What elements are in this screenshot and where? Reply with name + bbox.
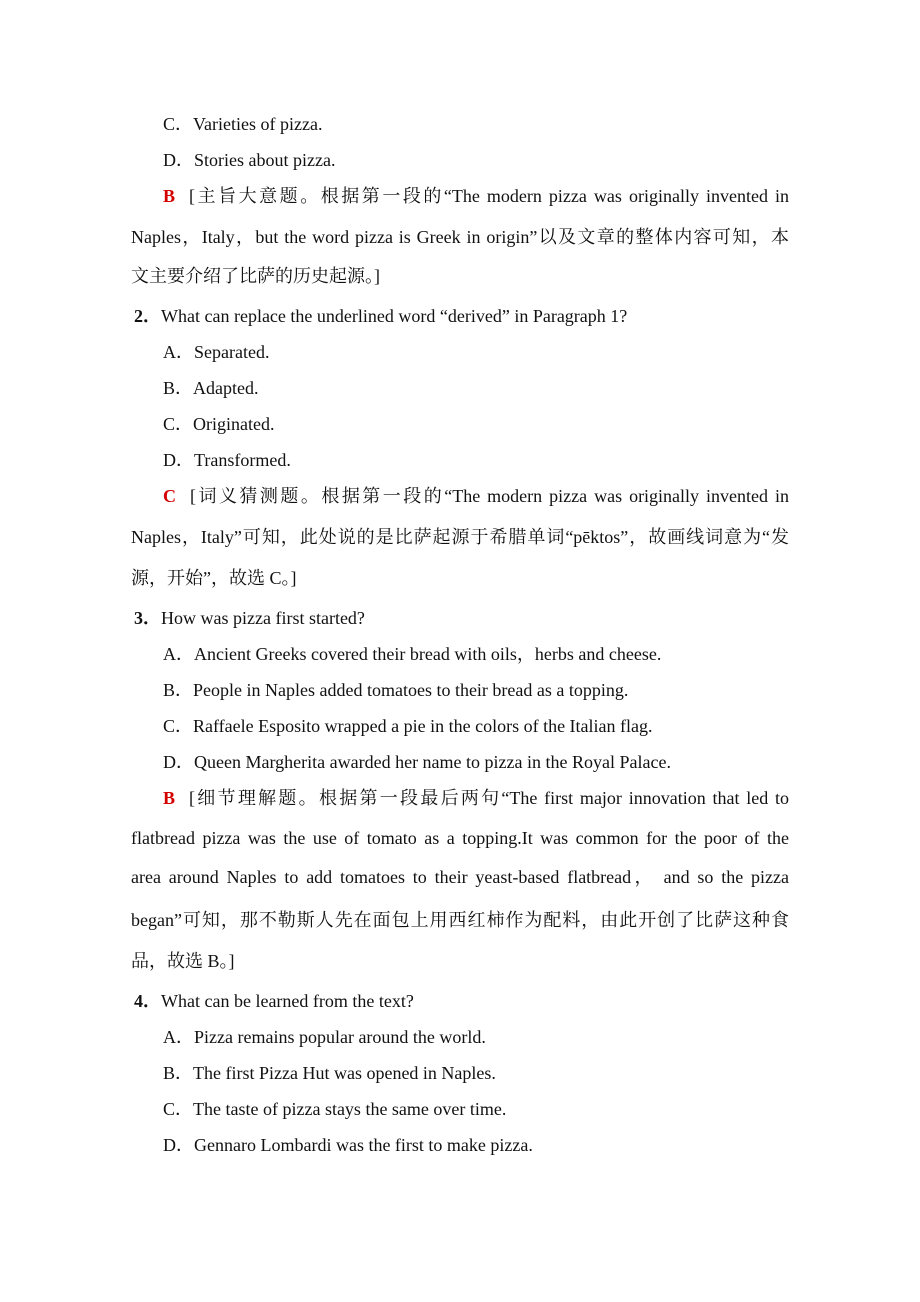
q3-explanation-line-4: began”可知，那不勒斯人先在面包上用西红柿作为配料，由此开创了比萨这种食	[131, 910, 789, 930]
q3-option-c: C．Raffaele Esposito wrapped a pie in the colors of the Italian flag.	[163, 716, 653, 736]
q1-answer: B	[163, 186, 176, 206]
q3-question-text: How was pizza first started?	[161, 608, 365, 628]
q3-option-a: A．Ancient Greeks covered their bread with oils，herbs and cheese.	[163, 644, 662, 664]
q2-option-a: A．Separated.	[163, 342, 270, 362]
q3-answer: B	[163, 788, 176, 808]
q4-option-c: C．The taste of pizza stays the same over time.	[163, 1099, 507, 1119]
q3-explanation-line-1	[131, 786, 789, 810]
q4-question	[134, 989, 414, 1013]
q3-explanation-line-5: 品，故选 B。]	[131, 951, 235, 971]
q4-number: 4．	[134, 991, 161, 1011]
q4-option-d: D．Gennaro Lombardi was the first to make pizza.	[163, 1135, 533, 1155]
q2-explanation-line-1	[131, 484, 789, 508]
q4-question-text: What can be learned from the text?	[161, 991, 414, 1011]
q2-explanation-line-3: 源，开始”，故选 C。]	[131, 568, 297, 588]
q4-option-b: B．The first Pizza Hut was opened in Naples.	[163, 1063, 496, 1083]
q3-explanation-line-3: area around Naples to add tomatoes to their yeast-based flatbread， and so the pizza	[131, 867, 789, 887]
q3-option-d: D．Queen Margherita awarded her name to pizza in the Royal Palace.	[163, 752, 671, 772]
q2-option-c: C．Originated.	[163, 414, 275, 434]
q2-number: 2．	[134, 306, 161, 326]
q3-number: 3．	[134, 608, 161, 628]
q2-explanation-text-1: [词义猜测题。根据第一段的“The modern pizza was originally invented in	[190, 486, 789, 506]
q1-explanation-line-3: 文主要介绍了比萨的历史起源。]	[131, 266, 380, 286]
q2-question	[134, 304, 627, 328]
q2-option-b: B．Adapted.	[163, 378, 259, 398]
q1-option-c: C．Varieties of pizza.	[163, 114, 323, 134]
q1-option-d: D．Stories about pizza.	[163, 150, 336, 170]
q3-explanation-text-1: [细节理解题。根据第一段最后两句“The first major innovation that led to	[189, 788, 789, 808]
q2-question-text: What can replace the underlined word “derived” in Paragraph 1?	[161, 306, 628, 326]
q4-option-a: A．Pizza remains popular around the world.	[163, 1027, 486, 1047]
q3-option-b: B．People in Naples added tomatoes to their bread as a topping.	[163, 680, 629, 700]
q2-option-d: D．Transformed.	[163, 450, 291, 470]
q1-explanation-line-1	[131, 184, 789, 208]
q3-explanation-line-2: flatbread pizza was the use of tomato as a topping.It was common for the poor of the	[131, 828, 789, 848]
q1-explanation-line-2: Naples，Italy，but the word pizza is Greek in origin”以及文章的整体内容可知，本	[131, 227, 789, 247]
q1-explanation-text-1: [主旨大意题。根据第一段的“The modern pizza was originally invented in	[189, 186, 789, 206]
q2-explanation-line-2: Naples，Italy”可知，此处说的是比萨起源于希腊单词“pēktos”，故画线词意为“发	[131, 527, 789, 547]
q3-question	[134, 606, 365, 630]
q2-answer: C	[163, 486, 176, 506]
